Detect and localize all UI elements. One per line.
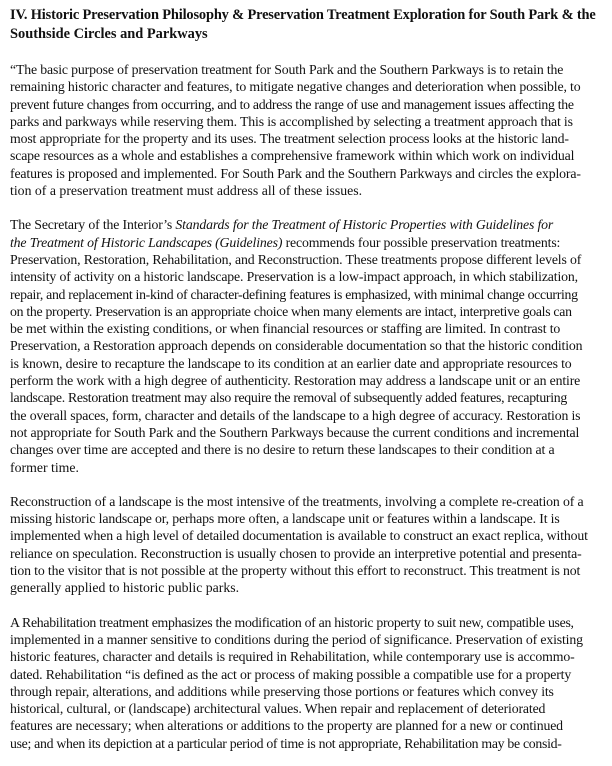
text-line: Reconstruction of a landscape is the most intensive of the treatments, involving a complete re-creation of a — [10, 493, 584, 509]
text-line: scape resources as a whole and establishes a comprehensive framework within which work on individual — [10, 148, 575, 164]
text-line: be met within the existing conditions, or when financial resources or staffing are limited. In contrast to — [10, 321, 561, 337]
text-line — [10, 234, 606, 251]
text-line: missing historic landscape or, perhaps more often, a landscape unit or features within a landscape. It is — [10, 511, 560, 527]
text-line: former time. — [10, 459, 79, 475]
text-line: Preservation, a Restoration approach depends on considerable documentation so that the historic condition — [10, 338, 583, 354]
text-line: prevent future changes from occurring, and to address the range of use and management issues affecting the — [10, 96, 574, 112]
text-line: tion to the visitor that is not possible at the property without this effort to reconstruct. This treatment is not — [10, 563, 581, 579]
text-line: features is proposed and implemented. For South Park and the Southern Parkways and circles the explora- — [10, 165, 581, 181]
paragraph-rehabilitation — [10, 614, 606, 752]
text-line: not appropriate for South Park and the Southern Parkways because the current conditions and incremental — [10, 424, 580, 440]
document-page — [10, 6, 606, 752]
heading-line-2: Southside Circles and Parkways — [10, 26, 208, 42]
text-line: parks and parkways while reserving them. This is accomplished by selecting a treatment approach that is — [10, 113, 573, 129]
text-line: Preservation, Restoration, Rehabilitation, and Reconstruction. These treatments propose different levels of — [10, 251, 582, 267]
heading-line-1: IV. Historic Preservation Philosophy & Preservation Treatment Exploration for South Park & the — [10, 7, 596, 23]
section-heading — [10, 6, 606, 44]
text-line — [10, 216, 606, 233]
text-line: through repair, alterations, and additions while preserving those portions or features which convey its — [10, 683, 554, 699]
text-line: landscape. Restoration treatment may also require the removal of subsequently added features, recapturing — [10, 390, 567, 406]
text-line: most appropriate for the property and its uses. The treatment selection process looks at the historic land- — [10, 131, 569, 147]
text-run: The Secretary of the Interior’s — [10, 217, 176, 233]
text-line: historical, cultural, or (landscape) architectural values. When repair and replacement of deteriorated — [10, 701, 546, 717]
text-line: generally applied to historic public parks. — [10, 580, 240, 596]
standards-title: Standards for the Treatment of Historic Properties with Guidelines for — [175, 217, 554, 233]
text-line: use; and when its depiction at a particular period of time is not appropriate, Rehabilitation may be consid- — [10, 735, 562, 751]
text-line: intensity of activity on a historic landscape. Preservation is a low-impact approach, in which stabilization, — [10, 269, 578, 285]
text-line: dated. Rehabilitation “is defined as the act or process of making possible a compatible use for a property — [10, 666, 572, 682]
text-line: features are necessary; when alterations or additions to the property are planned for a new or continued — [10, 718, 563, 734]
text-line: tion of a preservation treatment must address all of these issues. — [10, 183, 363, 199]
guidelines-title: the Treatment of Historic Landscapes (Guidelines) — [10, 234, 283, 250]
text-line: repair, and replacement in-kind of character-defining features is emphasized, with minimal change occurring — [10, 286, 578, 302]
text-line: implemented when a high level of detailed documentation is available to construct an exact replica, without — [10, 528, 588, 544]
text-run: recommends four possible preservation treatments: — [282, 234, 561, 250]
text-line: changes over time are accepted and there is no desire to return these landscapes to their condition at a — [10, 442, 555, 458]
text-line: perform the work with a high degree of authenticity. Restoration may address a landscape unit or an entire — [10, 373, 581, 389]
text-line: “The basic purpose of preservation treatment for South Park and the Southern Parkways is to retain the — [10, 62, 564, 77]
text-line: is known, desire to recapture the landscape to its condition at an earlier date and appropriate resources to — [10, 355, 572, 371]
text-line: on the property. Preservation is an appropriate choice when many elements are intact, interpretive goals can — [10, 303, 572, 319]
text-line: A Rehabilitation treatment emphasizes the modification of an historic property to suit new, compatible uses, — [10, 614, 574, 630]
paragraph-purpose — [10, 61, 606, 199]
text-line: implemented in a manner sensitive to conditions during the period of significance. Preservation of existing — [10, 631, 583, 647]
text-line: reliance on speculation. Reconstruction is usually chosen to provide an interpretive potential and presenta- — [10, 545, 582, 561]
text-line: remaining historic character and features, to mitigate negative changes and deterioration when possible, to — [10, 79, 581, 95]
paragraph-treatments — [10, 216, 606, 475]
text-line: the overall spaces, form, character and details of the landscape to a high degree of accuracy. Restoration is — [10, 407, 581, 423]
paragraph-reconstruction — [10, 493, 606, 597]
text-line: historic features, character and details is required in Rehabilitation, while contemporary use is accommo- — [10, 649, 575, 665]
